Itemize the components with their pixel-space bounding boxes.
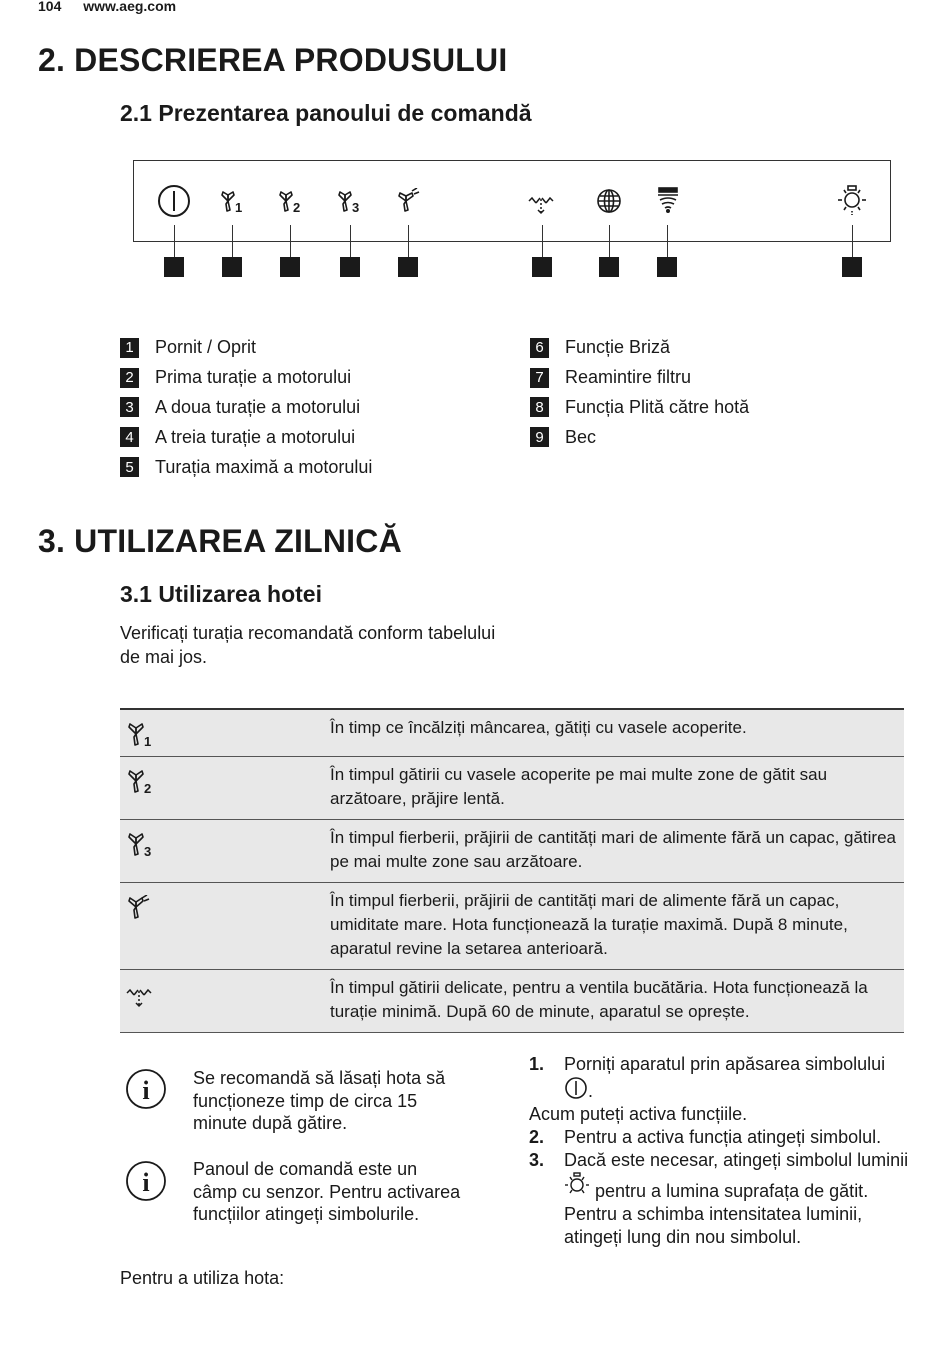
breeze-icon — [126, 982, 156, 1008]
legend-item — [120, 452, 372, 482]
table-cell-text: În timpul gătirii delicate, pentru a ventila bucătăria. Hota funcționează la turație minimă. După 60 de minute, aparatul se oprește. — [322, 970, 904, 1033]
legend-label: A doua turație a motorului — [155, 396, 361, 417]
legend-number: 3 — [120, 397, 139, 417]
legend-label: Funcție Briză — [565, 337, 671, 358]
light-icon — [564, 1172, 590, 1200]
callout-marker-2 — [222, 257, 242, 277]
fan-speed-2-icon[interactable] — [278, 190, 304, 216]
control-panel-drawing — [133, 160, 891, 242]
legend-number: 2 — [120, 368, 139, 388]
leader-line — [852, 225, 853, 257]
legend-left — [120, 333, 372, 482]
leader-line — [290, 225, 291, 257]
legend-item — [120, 422, 372, 452]
table-cell-icon — [120, 709, 322, 757]
table-row — [120, 820, 904, 883]
step-1-text: Porniți aparatul prin apăsarea simbolului — [564, 1054, 886, 1074]
table-cell-icon — [120, 883, 322, 970]
svg-text:2: 2 — [293, 200, 301, 215]
svg-text:1: 1 — [144, 734, 152, 748]
legend-item — [120, 393, 372, 423]
table-cell-text: În timpul gătirii cu vasele acoperite pe mai multe zone de gătit sau arzătoare, prăjire lentă. — [322, 757, 904, 820]
fan-max-icon — [126, 895, 156, 921]
breeze-icon[interactable] — [528, 189, 556, 215]
callout-marker-5 — [398, 257, 418, 277]
intro-text: Verificați turația recomandată conform tabelului de mai jos. — [120, 623, 496, 667]
table-cell-icon — [120, 757, 322, 820]
section-2-1-title: 2.1 Prezentarea panoului de comandă — [120, 100, 532, 126]
instruction-steps — [529, 1053, 909, 1249]
callout-marker-6 — [532, 257, 552, 277]
fan-speed-2-icon — [126, 769, 156, 795]
step-text — [564, 1149, 909, 1249]
leader-line — [350, 225, 351, 257]
svg-text:i: i — [142, 1076, 150, 1105]
legend-right — [530, 333, 749, 452]
callout-marker-7 — [599, 257, 619, 277]
table-cell-text: În timpul fierberii, prăjirii de cantități mari de alimente fără un capac, umiditate mare. Hota funcționează la turație maximă. După 8 minute, aparatul revine la setarea anterioară. — [322, 883, 904, 970]
svg-text:i: i — [142, 1168, 150, 1197]
step-number: 1. — [529, 1054, 545, 1074]
legend-label: Prima turație a motorului — [155, 367, 352, 388]
table-cell-icon — [120, 820, 322, 883]
fan-speed-3-icon[interactable] — [337, 190, 363, 216]
callout-marker-9 — [842, 257, 862, 277]
legend-number: 8 — [530, 397, 549, 417]
svg-text:1: 1 — [235, 200, 243, 215]
leader-line — [408, 225, 409, 257]
legend-number: 1 — [120, 338, 139, 358]
step-item — [529, 1126, 909, 1149]
legend-number: 4 — [120, 427, 139, 447]
section-3-1-title: 3.1 Utilizarea hotei — [120, 581, 322, 607]
fan-max-icon[interactable] — [395, 188, 421, 216]
table-cell-text: În timpul fierberii, prăjirii de cantități mari de alimente fără un capac, gătirea pe mai multe zone sau arzătoare. — [322, 820, 904, 883]
legend-item — [530, 333, 749, 363]
legend-label: Reamintire filtru — [565, 367, 692, 388]
table-row — [120, 970, 904, 1033]
legend-number: 7 — [530, 368, 549, 388]
svg-text:3: 3 — [144, 844, 152, 858]
leader-line — [609, 225, 610, 257]
legend-label: Pornit / Oprit — [155, 337, 257, 358]
use-intro-text: Pentru a utiliza hota: — [120, 1268, 285, 1288]
legend-label: Bec — [565, 426, 597, 447]
website-link[interactable]: www.aeg.com — [83, 0, 177, 14]
step-text — [564, 1053, 909, 1103]
info-icon — [125, 1068, 167, 1110]
page-header — [38, 0, 194, 14]
step-1-end: . — [588, 1081, 594, 1101]
page-number: 104 — [38, 0, 62, 14]
leader-line — [667, 225, 668, 257]
legend-label: Funcția Plită către hotă — [565, 396, 750, 417]
filter-icon[interactable] — [596, 188, 622, 214]
table-row — [120, 883, 904, 970]
svg-text:2: 2 — [144, 781, 152, 795]
power-icon[interactable] — [157, 184, 191, 218]
legend-label: A treia turație a motorului — [155, 426, 356, 447]
legend-number: 5 — [120, 457, 139, 477]
table-cell-text: În timp ce încălziți mâncarea, gătiți cu vasele acoperite. — [322, 709, 904, 757]
callout-marker-3 — [280, 257, 300, 277]
info-icon — [125, 1160, 167, 1202]
callout-marker-4 — [340, 257, 360, 277]
fan-speed-1-icon[interactable] — [220, 190, 246, 216]
section-2-title: 2. DESCRIEREA PRODUSULUI — [38, 42, 508, 78]
legend-item — [120, 363, 372, 393]
table-row — [120, 757, 904, 820]
step-number: 2. — [529, 1127, 545, 1147]
light-icon[interactable] — [836, 184, 868, 216]
speed-table — [120, 708, 904, 1033]
legend-label: Turația maximă a motorului — [155, 456, 373, 477]
info-note-1: Se recomandă să lăsați hota să funcționeze timp de circa 15 minute după gătire. — [193, 1068, 446, 1133]
step-item — [529, 1149, 909, 1249]
svg-text:3: 3 — [352, 200, 360, 215]
step-3-text-a: Dacă este necesar, atingeți simbolul luminii — [564, 1150, 909, 1170]
callout-marker-8 — [657, 257, 677, 277]
leader-line — [174, 225, 175, 257]
table-row — [120, 709, 904, 757]
leader-line — [542, 225, 543, 257]
legend-item — [120, 333, 372, 363]
legend-number: 6 — [530, 338, 549, 358]
fan-speed-3-icon — [126, 832, 156, 858]
legend-item — [530, 422, 749, 452]
step-item — [529, 1053, 909, 1103]
fan-speed-1-icon — [126, 722, 156, 748]
step-2-text: Pentru a activa funcția atingeți simbolul. — [564, 1127, 882, 1147]
table-cell-icon — [120, 970, 322, 1033]
legend-number: 9 — [530, 427, 549, 447]
legend-item — [530, 363, 749, 393]
step-3-text-b: pentru a lumina suprafața de gătit. Pentru a schimba intensitatea luminii, atingeți lung din nou simbolul. — [564, 1181, 869, 1247]
hob2hood-icon[interactable] — [655, 186, 681, 214]
callout-marker-1 — [164, 257, 184, 277]
info-note-2: Panoul de comandă este un câmp cu senzor. Pentru activarea funcțiilor atingeți simbolurile. — [193, 1159, 461, 1224]
step-1-after: Acum puteți activa funcțiile. — [529, 1104, 748, 1124]
section-3-title: 3. UTILIZAREA ZILNICĂ — [38, 523, 402, 559]
legend-item — [530, 393, 749, 423]
power-icon — [564, 1076, 588, 1100]
leader-line — [232, 225, 233, 257]
step-number: 3. — [529, 1150, 545, 1170]
